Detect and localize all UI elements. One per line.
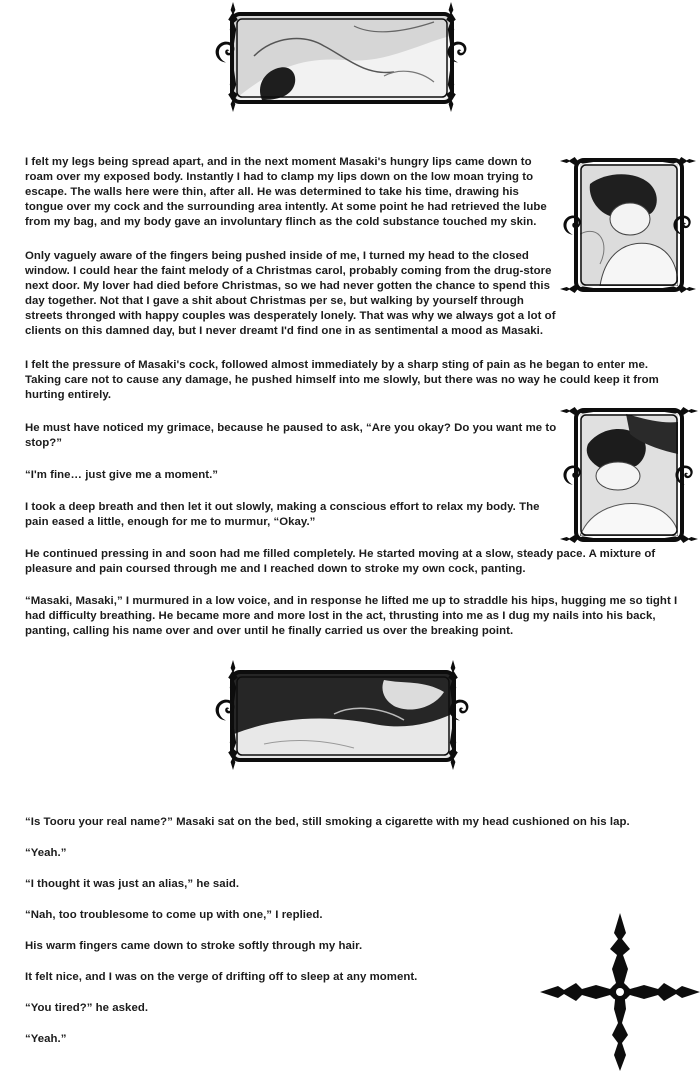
gothic-cross-icon [540, 913, 700, 1071]
paragraph-13: His warm fingers came down to stroke softly through my hair. [25, 940, 363, 952]
paragraph-4: He must have noticed my grimace, because he paused to ask, “Are you okay? Do you want me to stop?” [25, 422, 557, 449]
paragraph-7: He continued pressing in and soon had me filled completely. He started moving at a slow, steady pace. A mixture of pleasure and pain coursed through me and I reached down to stroke my own cock, panting. [25, 548, 656, 575]
paragraph-16: “Yeah.” [25, 1033, 67, 1045]
paragraph-1: I felt my legs being spread apart, and in the next moment Masaki's hungry lips came down to roam over my exposed body. Instantly I had to clamp my lips down on the low moan trying to escape. The walls here were thin, after all. He was determined to take his time, drawing his tongue over my cock and the surrounding area intently. At some point he had retrieved the lube from my bag, and my body gave an involuntary flinch as the cold substance touched my skin. [25, 156, 547, 228]
ornate-frame-icon [212, 2, 472, 112]
ornate-frame-icon [560, 400, 698, 550]
paragraph-11: “I thought it was just an alias,” he said. [25, 878, 240, 890]
top-illustration-frame [212, 2, 472, 112]
paragraph-14: It felt nice, and I was on the verge of drifting off to sleep at any moment. [25, 971, 418, 983]
paragraph-12: “Nah, too troublesome to come up with one,” I replied. [25, 909, 323, 921]
paragraph-15: “You tired?” he asked. [25, 1002, 149, 1014]
middle-illustration-frame [212, 660, 474, 770]
paragraph-6: I took a deep breath and then let it out slowly, making a conscious effort to relax my body. The pain eased a little, enough for me to murmur, “Okay.” [25, 501, 540, 528]
ornate-frame-icon [560, 150, 696, 300]
paragraph-10: “Yeah.” [25, 847, 67, 859]
paragraph-3: I felt the pressure of Masaki's cock, followed almost immediately by a sharp sting of pain as he began to enter me. Taking care not to cause any damage, he pushed himself into me slowly, but there was no way he could keep it from hurting entirely. [25, 359, 659, 401]
paragraph-5: “I'm fine… just give me a moment.” [25, 469, 219, 481]
ornate-frame-icon [212, 660, 474, 770]
paragraph-2: Only vaguely aware of the fingers being pushed inside of me, I turned my head to the closed window. I could hear the faint melody of a Christmas carol, probably coming from the drug-store next door. My lover had died before Christmas, so we had never gotten the chance to spend this day together. Not that I gave a shit about Christmas per se, but walking by yourself through streets thronged with happy couples was desperately lonely. That was why we always got a lot of clients on this damned day, but I never dreamt I'd find one in as sentimental a mood as Masaki. [25, 250, 556, 337]
side-illustration-1-frame [560, 150, 696, 300]
side-illustration-2-frame [560, 400, 698, 550]
paragraph-8: “Masaki, Masaki,” I murmured in a low voice, and in response he lifted me up to straddle his hips, hugging me so tight I had difficulty breathing. He became more and more lost in the act, thrusting into me as I dug my nails into his back, panting, calling his name over and over until he finally carried us over the breaking point. [25, 595, 678, 637]
paragraph-9: “Is Tooru your real name?” Masaki sat on the bed, still smoking a cigarette with my head cushioned on his lap. [25, 816, 630, 828]
